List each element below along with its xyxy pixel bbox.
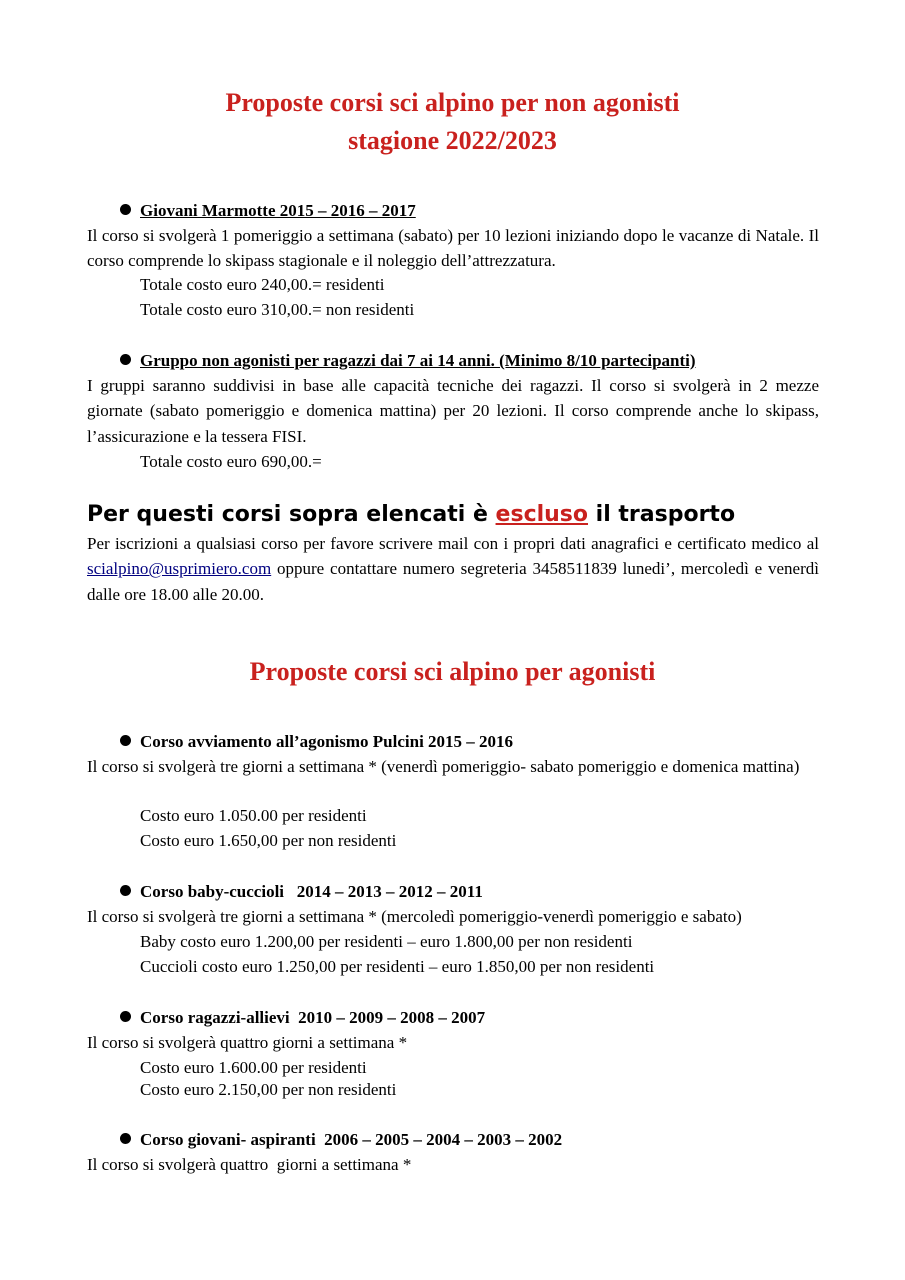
iscrizioni-paragraph [87, 531, 819, 607]
giovani-description: Il corso si svolgerà 1 pomeriggio a settimana (sabato) per 10 lezioni iniziando dopo le vacanze di Natale. Il corso comprende lo skipass stagionale e il noleggio dell’attrezzatura. [87, 226, 819, 271]
section-baby-cuccioli [120, 880, 483, 904]
pulcini-description: Il corso si svolgerà tre giorni a settimana * (venerdì pomeriggio- sabato pomeriggio e domenica mattina) [87, 757, 800, 776]
section-heading: Corso ragazzi-allievi 2010 – 2009 – 2008 – 2007 [140, 1008, 486, 1027]
trasporto-text-before: Per questi corsi sopra elencati è [87, 502, 496, 527]
ragazzi-price-non-residenti: Costo euro 2.150,00 per non residenti [140, 1080, 397, 1099]
section-gruppo-non-agonisti [120, 349, 696, 373]
cuccioli-price: Cuccioli costo euro 1.250,00 per residenti – euro 1.850,00 per non residenti [140, 957, 655, 976]
section-heading: Gruppo non agonisti per ragazzi dai 7 ai 14 anni. (Minimo 8/10 partecipanti) [140, 351, 696, 370]
email-link[interactable]: scialpino@usprimiero.com [87, 559, 272, 579]
section-heading: Corso giovani- aspiranti 2006 – 2005 – 2004 – 2003 – 2002 [140, 1130, 563, 1149]
bullet-icon [120, 354, 131, 365]
trasporto-escluso: escluso [495, 502, 589, 527]
section-giovani-aspiranti [120, 1128, 562, 1152]
bullet-icon [120, 1133, 131, 1144]
section-ragazzi-allievi [120, 1006, 485, 1030]
title-season: stagione 2022/2023 [348, 126, 557, 155]
title-agonisti: Proposte corsi sci alpino per agonisti [249, 657, 656, 686]
baby-description: Il corso si svolgerà tre giorni a settimana * (mercoledì pomeriggio-venerdì pomeriggio e sabato) [87, 907, 742, 926]
trasporto-heading [87, 500, 735, 530]
gruppo-price: Totale costo euro 690,00.= [140, 452, 322, 471]
ragazzi-description: Il corso si svolgerà quattro giorni a settimana * [87, 1033, 408, 1052]
bullet-icon [120, 885, 131, 896]
baby-price: Baby costo euro 1.200,00 per residenti – euro 1.800,00 per non residenti [140, 932, 633, 951]
title-non-agonisti: Proposte corsi sci alpino per non agonisti [225, 88, 680, 117]
giovani-price-non-residenti: Totale costo euro 310,00.= non residenti [140, 300, 415, 319]
bullet-icon [120, 204, 131, 215]
gruppo-description: I gruppi saranno suddivisi in base alle capacità tecniche dei ragazzi. Il corso si svolgerà in 2 mezze giornate (sabato pomeriggio e domenica mattina) per 20 lezioni. Il corso comprende anche lo skipass, l’assicurazione e la tessera FISI. [87, 376, 819, 446]
section-giovani-marmotte [120, 199, 416, 223]
giovani-price-residenti: Totale costo euro 240,00.= residenti [140, 275, 385, 294]
trasporto-text-after: il trasporto [588, 502, 736, 527]
section-pulcini [120, 730, 513, 754]
aspiranti-description: Il corso si svolgerà quattro giorni a settimana * [87, 1155, 412, 1174]
bullet-icon [120, 735, 131, 746]
pulcini-price-non-residenti: Costo euro 1.650,00 per non residenti [140, 831, 397, 850]
bullet-icon [120, 1011, 131, 1022]
pulcini-price-residenti: Costo euro 1.050.00 per residenti [140, 806, 367, 825]
section-heading: Corso baby-cuccioli 2014 – 2013 – 2012 – 2011 [140, 882, 483, 901]
section-heading: Corso avviamento all’agonismo Pulcini 2015 – 2016 [140, 732, 514, 751]
iscrizioni-text-after: oppure contattare numero segreteria 3458511839 lunedi’, mercoledì e venerdì dalle ore 18.00 alle 20.00. [87, 559, 819, 604]
section-heading: Giovani Marmotte 2015 – 2016 – 2017 [140, 201, 416, 220]
ragazzi-price-residenti: Costo euro 1.600.00 per residenti [140, 1058, 367, 1077]
iscrizioni-text-before: Per iscrizioni a qualsiasi corso per favore scrivere mail con i propri dati anagrafici e certificato medico al [87, 534, 819, 553]
